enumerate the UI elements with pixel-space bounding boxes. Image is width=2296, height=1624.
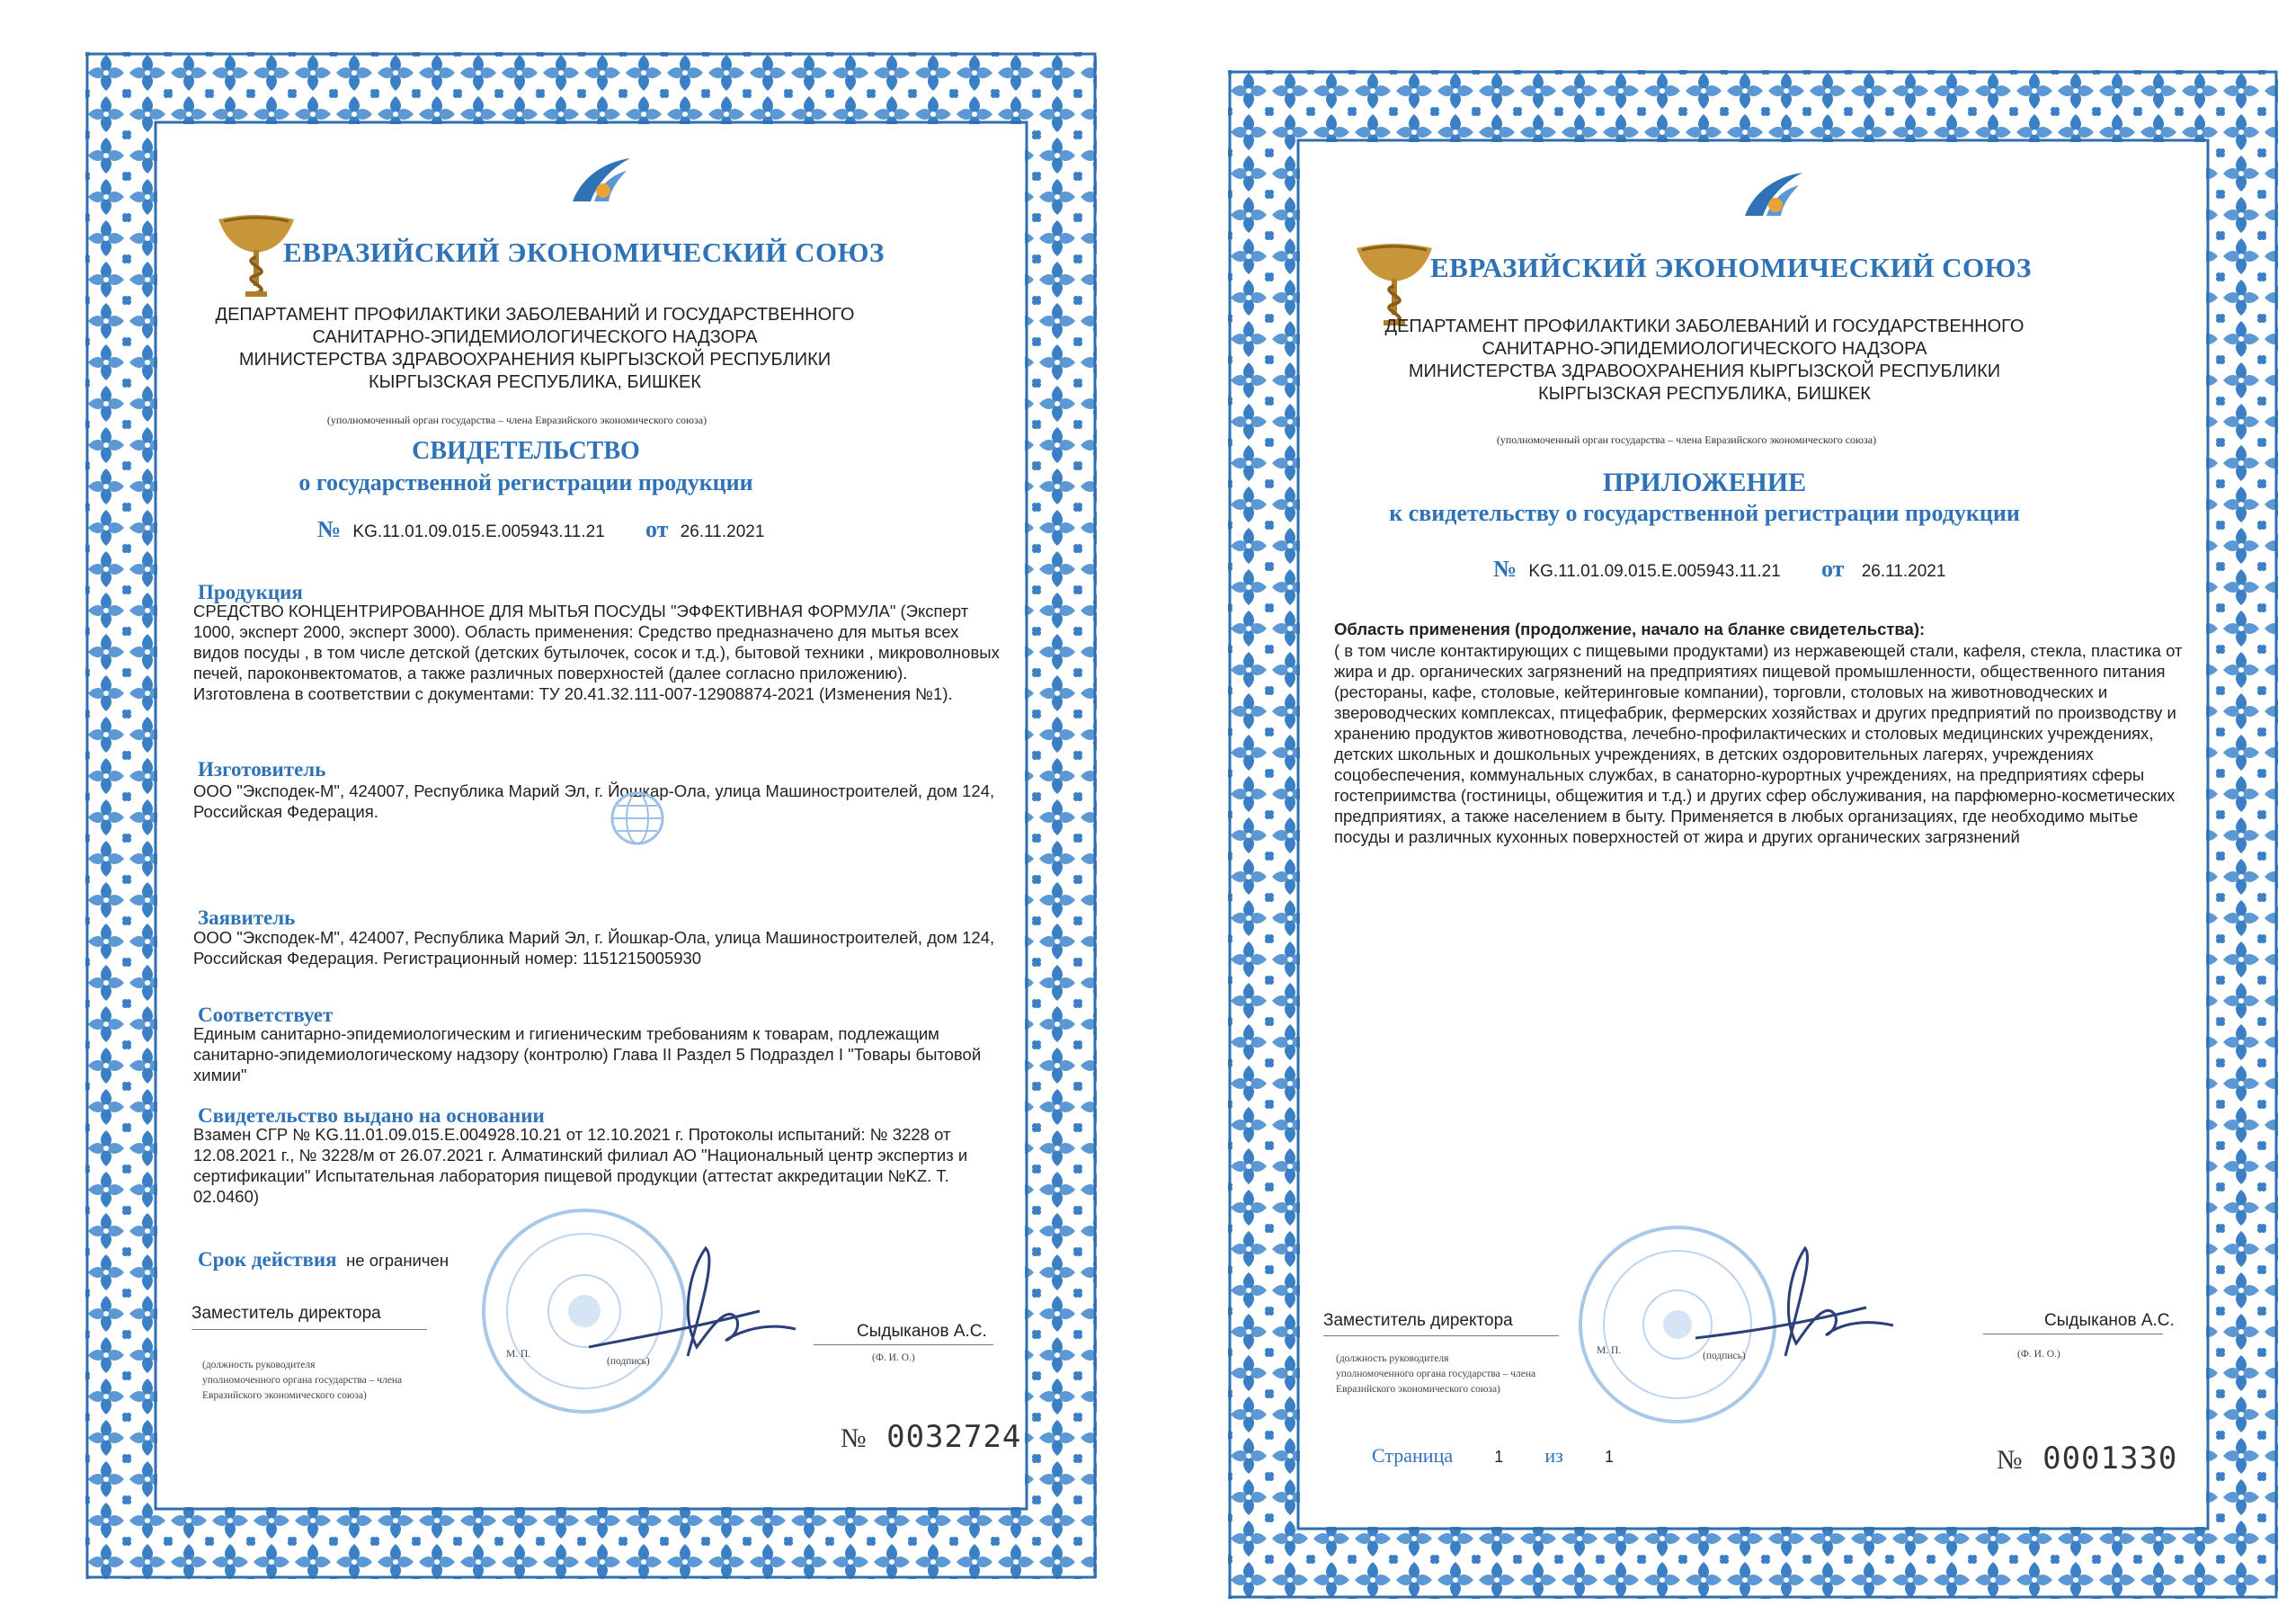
dept-line: ДЕПАРТАМЕНТ ПРОФИЛАКТИКИ ЗАБОЛЕВАНИЙ И ГОСУДАРСТВЕННОГО — [1384, 317, 2025, 336]
signer-position: Заместитель директора — [1323, 1311, 1513, 1330]
validity-heading: Срок действия — [198, 1248, 337, 1271]
dept-line: САНИТАРНО-ЭПИДЕМИОЛОГИЧЕСКОГО НАДЗОРА — [312, 327, 758, 347]
annex-content — [1300, 142, 2206, 1527]
globe-watermark-icon — [609, 790, 666, 847]
document-subtitle: к свидетельству о государственной регистрации продукции — [1389, 500, 2020, 526]
conforms-heading: Соответствует — [198, 1004, 334, 1026]
caption-line: (должность руководителя — [202, 1360, 316, 1370]
number-label: № — [1493, 556, 1517, 582]
page-counter — [1372, 1444, 1614, 1468]
registration-number-line — [1493, 556, 1945, 583]
validity-text: не ограничен — [346, 1251, 449, 1270]
serial-value: 0032724 — [886, 1419, 1022, 1455]
validity-line — [198, 1248, 449, 1272]
basis-heading: Свидетельство выдано на основании — [198, 1104, 545, 1127]
signature-caption: (подпись) — [1703, 1351, 1746, 1361]
registration-date: 26.11.2021 — [1861, 562, 1946, 581]
department-block — [1363, 316, 2046, 406]
registration-number: KG.11.01.09.015.E.005943.11.21 — [352, 522, 605, 541]
authorized-note: (уполномоченный орган государства – члена Евразийского экономического союза) — [326, 414, 707, 426]
dept-line: МИНИСТЕРСТВА ЗДРАВООХРАНЕНИЯ КЫРГЫЗСКОЙ РЕСПУБЛИКИ — [1408, 361, 2001, 381]
certificate-content — [157, 124, 1025, 1507]
conforms-text: Единым санитарно-эпидемиологическим и гигиеническим требованиям к товарам, подлежащим санитарно-эпидемиологическому надзору (контролю) Глава II Раздел 5 Подраздел I "Товары бытовой химии" — [193, 1024, 982, 1084]
serial-value: 0001330 — [2042, 1441, 2178, 1477]
product-heading: Продукция — [198, 581, 303, 603]
name-line — [814, 1344, 993, 1345]
number-label: № — [317, 516, 342, 542]
signer-name: Сыдыканов А.С. — [857, 1322, 987, 1341]
dept-line: ДЕПАРТАМЕНТ ПРОФИЛАКТИКИ ЗАБОЛЕВАНИЙ И ГОСУДАРСТВЕННОГО — [215, 305, 855, 325]
document-subtitle: о государственной регистрации продукции — [298, 469, 753, 495]
certificate-sheet — [85, 52, 1097, 1579]
fio-caption: (Ф. И. О.) — [872, 1352, 915, 1363]
registration-number: KG.11.01.09.015.E.005943.11.21 — [1528, 562, 1781, 581]
caption-line: уполномоченного органа государства – члена — [202, 1375, 403, 1386]
date-label: от — [645, 516, 669, 542]
scope-heading: Область применения (продолжение, начало на бланке свидетельства): — [1334, 620, 1926, 638]
date-label: от — [1821, 556, 1845, 582]
registration-number-line — [317, 516, 764, 543]
position-line — [1323, 1335, 1559, 1336]
serial-label: № — [1997, 1445, 2024, 1475]
mp-caption: М. П. — [1597, 1345, 1622, 1356]
page-total: 1 — [1604, 1448, 1614, 1466]
signature-caption: (подпись) — [607, 1356, 650, 1367]
org-title: ЕВРАЗИЙСКИЙ ЭКОНОМИЧЕСКИЙ СОЮЗ — [1430, 252, 2032, 283]
manufacturer-heading: Изготовитель — [198, 758, 326, 781]
position-line — [191, 1329, 427, 1330]
caption-line: (должность руководителя — [1336, 1353, 1449, 1364]
serial-number — [1997, 1441, 2177, 1477]
serial-number — [841, 1419, 1021, 1455]
manufacturer-text: ООО "Эксподек-М", 424007, Республика Марий Эл, г. Йошкар-Ола, улица Машиностроителей, дом 124, Российская Федерация. — [193, 781, 995, 821]
fio-caption: (Ф. И. О.) — [2017, 1349, 2060, 1360]
of-label: из — [1544, 1444, 1563, 1467]
dept-line: МИНИСТЕРСТВА ЗДРАВООХРАНЕНИЯ КЫРГЫЗСКОЙ РЕСПУБЛИКИ — [238, 350, 832, 370]
org-title: ЕВРАЗИЙСКИЙ ЭКОНОМИЧЕСКИЙ СОЮЗ — [283, 236, 885, 268]
page-number: 1 — [1494, 1448, 1504, 1466]
page-label: Страница — [1372, 1444, 1454, 1467]
document-title: СВИДЕТЕЛЬСТВО — [412, 437, 640, 465]
applicant-heading: Заявитель — [198, 906, 296, 929]
basis-text: Взамен СГР № KG.11.01.09.015.E.004928.10.21 от 12.10.2021 г. Протоколы испытаний: № 3228 от 12.08.2021 г., № 3228/м от 26.07.2021 г. Алматинский филиал АО "Национальный центр экспертиз и сертификации" Испытательная лаборатория пищевой продукции (аттестат аккредитации №KZ. Т. 02.0460) — [193, 1125, 968, 1206]
position-caption — [202, 1358, 402, 1404]
eaeu-logo-icon — [1736, 169, 1808, 223]
authorized-note: (уполномоченный орган государства – члена Евразийского экономического союза) — [1496, 433, 1877, 446]
position-caption — [1336, 1352, 1535, 1397]
caption-line: Евразийского экономического союза) — [1336, 1384, 1500, 1395]
serial-label: № — [841, 1423, 868, 1453]
signer-position: Заместитель директора — [191, 1304, 381, 1323]
dept-line: КЫРГЫЗСКАЯ РЕСПУБЛИКА, БИШКЕК — [1538, 384, 1871, 404]
signer-name: Сыдыканов А.С. — [2044, 1311, 2175, 1330]
eaeu-logo-icon — [564, 155, 636, 209]
caption-line: уполномоченного органа государства – члена — [1336, 1369, 1536, 1379]
registration-date: 26.11.2021 — [680, 522, 765, 541]
dept-line: КЫРГЫЗСКАЯ РЕСПУБЛИКА, БИШКЕК — [369, 372, 701, 392]
dept-line: САНИТАРНО-ЭПИДЕМИОЛОГИЧЕСКОГО НАДЗОРА — [1482, 339, 1927, 359]
scope-text: ( в том числе контактирующих с пищевыми продуктами) из нержавеющей стали, кафеля, стекла, пластика от жира и др. органических загрязнений на предприятиях пищевой промышленности, общественного питания (рестораны, кафе, столовые, кейтеринговые компании), торговли, столовых на животноводческих и звероводческих комплексах, птицефабрик, фермерских хозяйствах и других предприятий по производству и хранению продуктов животноводства, лечебно-профилактических и столовых медицинских учреждениях, детских школьных и дошкольных учреждениях, в детских оздоровительных лагерях, учреждениях соцобеспечения, коммунальных службах, в санаторно-курортных учреждениях, на предприятиях сферы гостеприимства (гостиницы, общежития и т.д.) и других сфер обслуживания, на парфюмерно-косметических предприятиях, а также населением в быту. Применяется в любых организациях, где необходимо мытье посуды и различных кухонных поверхностей от жира и других органических загрязнений — [1334, 641, 2183, 846]
annex-sheet — [1228, 70, 2278, 1599]
mp-caption: М. П. — [506, 1349, 531, 1360]
caption-line: Евразийского экономического союза) — [202, 1390, 367, 1401]
applicant-text: ООО "Эксподек-М", 424007, Республика Марий Эл, г. Йошкар-Ола, улица Машиностроителей, дом 124, Российская Федерация. Регистрационный номер: 1151215005930 — [193, 928, 995, 968]
product-text: СРЕДСТВО КОНЦЕНТРИРОВАННОЕ ДЛЯ МЫТЬЯ ПОСУДЫ "ЭФФЕКТИВНАЯ ФОРМУЛА" (Эксперт 1000, эксперт 2000, эксперт 3000). Область применения: Средство предназначено для мытья всех видов посуды , в том числе детской (детских бутылочек, сосок и т.д.), бытовой техники , микроволновых печей, пароконвектоматов, а также различных поверхностей (далее согласно приложению). Изготовлена в соответствии с документами: ТУ 20.41.32.111-007-12908874-2021 (Изменения №1). — [193, 602, 1000, 703]
document-title: ПРИЛОЖЕНИЕ — [1602, 468, 1807, 497]
department-block — [211, 304, 859, 394]
